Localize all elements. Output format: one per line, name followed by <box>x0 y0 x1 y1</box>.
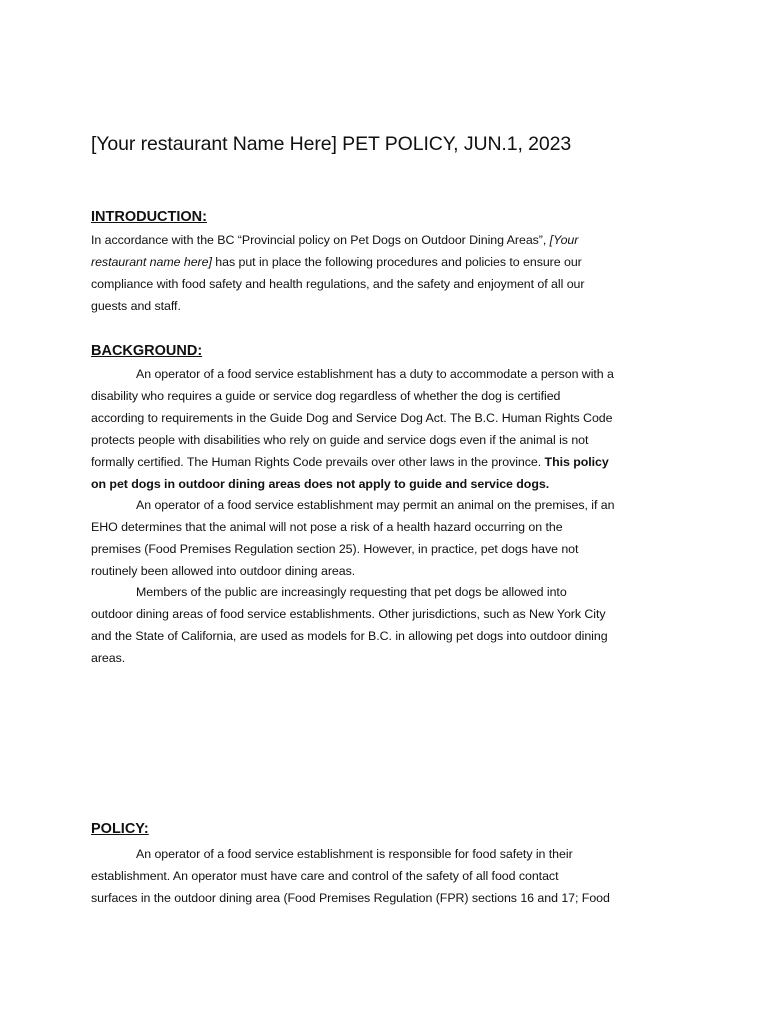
background-p2-line-1: An operator of a food service establishment may permit an animal on the premises, if an <box>136 498 615 512</box>
introduction-line-2 <box>91 253 582 271</box>
policy-heading: POLICY: <box>91 821 149 837</box>
background-p3-line-1: Members of the public are increasingly requesting that pet dogs be allowed into <box>136 585 567 599</box>
introduction-line-4: guests and staff. <box>91 299 181 313</box>
background-p3-line-2: outdoor dining areas of food service establishments. Other jurisdictions, such as New York City <box>91 607 606 621</box>
policy-p1-line-1: An operator of a food service establishment is responsible for food safety in their <box>136 847 573 861</box>
background-p1-line-1: An operator of a food service establishment has a duty to accommodate a person with a <box>136 367 614 381</box>
background-p1-line-5 <box>91 453 609 471</box>
background-p3-line-3: and the State of California, are used as models for B.C. in allowing pet dogs into outdoor dining <box>91 629 608 643</box>
background-p1-line-3: according to requirements in the Guide Dog and Service Dog Act. The B.C. Human Rights Code <box>91 411 613 425</box>
document-title: [Your restaurant Name Here] PET POLICY, JUN.1, 2023 <box>91 133 572 155</box>
background-heading: BACKGROUND: <box>91 343 203 359</box>
background-bold-statement: This policy <box>544 455 609 469</box>
policy-p1-line-2: establishment. An operator must have care and control of the safety of all food contact <box>91 869 559 883</box>
introduction-line-3: compliance with food safety and health regulations, and the safety and enjoyment of all our <box>91 277 585 291</box>
background-p1-line-6: on pet dogs in outdoor dining areas does not apply to guide and service dogs. <box>91 477 550 491</box>
restaurant-name-placeholder: [Your <box>549 233 579 247</box>
background-p1-line-2: disability who requires a guide or service dog regardless of whether the dog is certified <box>91 389 561 403</box>
background-p2-line-2: EHO determines that the animal will not pose a risk of a health hazard occurring on the <box>91 520 563 534</box>
background-p2-line-3: premises (Food Premises Regulation section 25). However, in practice, pet dogs have not <box>91 542 579 556</box>
policy-p1-line-3: surfaces in the outdoor dining area (Food Premises Regulation (FPR) sections 16 and 17; Food <box>91 891 610 905</box>
background-p3-line-4: areas. <box>91 651 126 665</box>
restaurant-name-placeholder-cont: restaurant name here] <box>91 255 212 269</box>
introduction-heading: INTRODUCTION: <box>91 209 207 225</box>
introduction-line-1 <box>91 231 578 249</box>
background-p1-line-5-text: formally certified. The Human Rights Code prevails over other laws in the province. <box>91 455 545 469</box>
introduction-line-2-text: has put in place the following procedures and policies to ensure our <box>211 255 582 269</box>
background-p1-line-4: protects people with disabilities who rely on guide and service dogs even if the animal is not <box>91 433 589 447</box>
introduction-line-1-text: In accordance with the BC “Provincial policy on Pet Dogs on Outdoor Dining Areas”, <box>91 233 550 247</box>
background-p2-line-4: routinely been allowed into outdoor dining areas. <box>91 564 356 578</box>
